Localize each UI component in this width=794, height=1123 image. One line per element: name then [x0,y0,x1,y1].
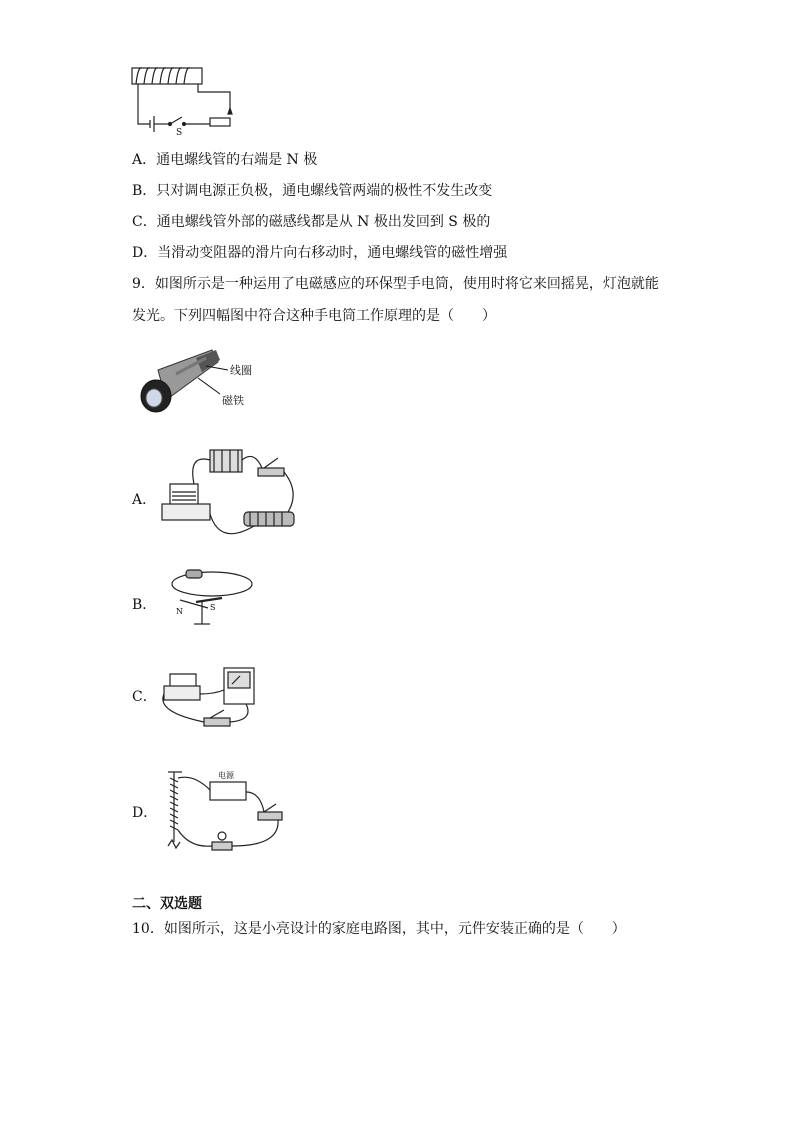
solenoid-coil [136,68,190,84]
q9-option-d-label: D． [132,805,158,821]
q8-option-a: A．通电螺线管的右端是 N 极 [132,152,318,168]
solenoid-circuit-figure [128,64,238,136]
q9-option-a-label: A． [132,492,157,508]
option-b-oersted-figure [168,562,264,634]
q9-option-b-label: B． [132,597,157,613]
q9-stem-line2: 发光。下列四幅图中符合这种手电筒工作原理的是（ ） [132,308,496,324]
power-label: 电源 [218,771,234,780]
switch-base [258,468,284,476]
q9-stem-line1: 9．如图所示是一种运用了电磁感应的环保型手电筒，使用时将它来回摇晃，灯泡就能 [132,276,659,292]
rheostat-body [244,512,294,526]
coil-label: 线圈 [230,364,252,377]
q9-option-c-label: C． [132,689,157,705]
battery-symbol [150,116,154,132]
q8-option-b: B．只对调电源正负极，通电螺线管两端的极性不发生改变 [132,183,493,199]
section-title-double-choice: 二、双选题 [132,896,202,912]
q10-stem: 10．如图所示，这是小亮设计的家庭电路图，其中，元件安装正确的是（ ） [132,921,626,937]
magnet-label: 磁铁 [222,394,244,407]
needle-s-label: S [210,603,216,612]
switch-label: S [176,128,183,136]
flashlight-figure [136,344,276,416]
solenoid-core [132,68,202,84]
option-d-electromagnet-figure [160,766,290,856]
rheostat [210,118,230,126]
q8-option-c: C．通电螺线管外部的磁感线都是从 N 极出发回到 S 极的 [132,214,491,230]
option-a-motor-circuit-figure [158,440,304,548]
option-c-galvanometer-figure [156,664,276,736]
battery-box [210,450,242,472]
q8-option-d: D．当滑动变阻器的滑片向右移动时，通电螺线管的磁性增强 [132,245,508,261]
motor-base [162,504,210,520]
needle-n-label: N [176,607,183,616]
